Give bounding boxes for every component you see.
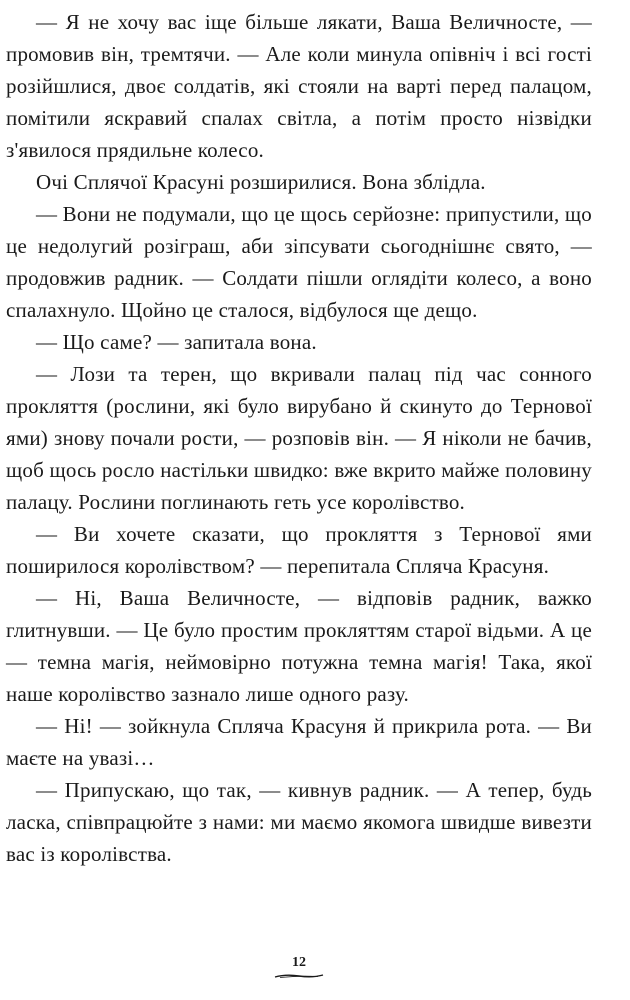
ornament-divider: [274, 973, 324, 979]
paragraph: — Ні! — зойкнула Спляча Красуня й прикрила рота. — Ви маєте на увазі…: [6, 714, 592, 770]
ornament-swash-icon: [274, 973, 324, 979]
paragraph: — Я не хочу вас іще більше лякати, Ваша Величносте, — промовив він, тремтячи. — Але коли минула опівніч і всі гості розійшлися, двоє солдатів, які стояли на варті перед палацом, помітили яскравий спалах світла, а потім просто нізвідки з'явилося прядильне колесо.: [6, 10, 592, 162]
paragraph: Очі Сплячої Красуні розширилися. Вона зблідла.: [36, 170, 486, 194]
paragraph: — Лози та терен, що вкривали палац під час сонного прокляття (рослини, які було вирубано й скинуто до Тернової ями) знову почали рости, — розповів він. — Я ніколи не бачив, щоб щось росло настільки швидко: вже вкрито майже половину палацу. Рослини поглинають геть усе королівство.: [6, 362, 592, 514]
body-text: [6, 6, 592, 870]
paragraph: — Ви хочете сказати, що прокляття з Тернової ями поширилося королівством? — перепитала Спляча Красуня.: [6, 522, 592, 578]
paragraph: — Що саме? — запитала вона.: [36, 330, 317, 354]
page-number: 12: [292, 955, 306, 970]
paragraph: — Ні, Ваша Величносте, — відповів радник, важко глитнувши. — Це було простим прокляттям старої відьми. А це — темна магія, неймовірно потужна темна магія! Така, якої наше королівство зазнало лише одного разу.: [6, 586, 592, 706]
paragraph: — Вони не подумали, що це щось серйозне: припустили, що це недолугий розіграш, аби зіпсувати сьогоднішнє свято, — продовжив радник. — Солдати пішли оглядіти колесо, а воно спалахнуло. Щойно це сталося, відбулося ще дещо.: [6, 202, 592, 322]
paragraph: — Припускаю, що так, — кивнув радник. — А тепер, будь ласка, співпрацюйте з нами: ми маємо якомога швидше вивезти вас із королівства.: [6, 778, 592, 866]
page-footer: [0, 953, 630, 989]
